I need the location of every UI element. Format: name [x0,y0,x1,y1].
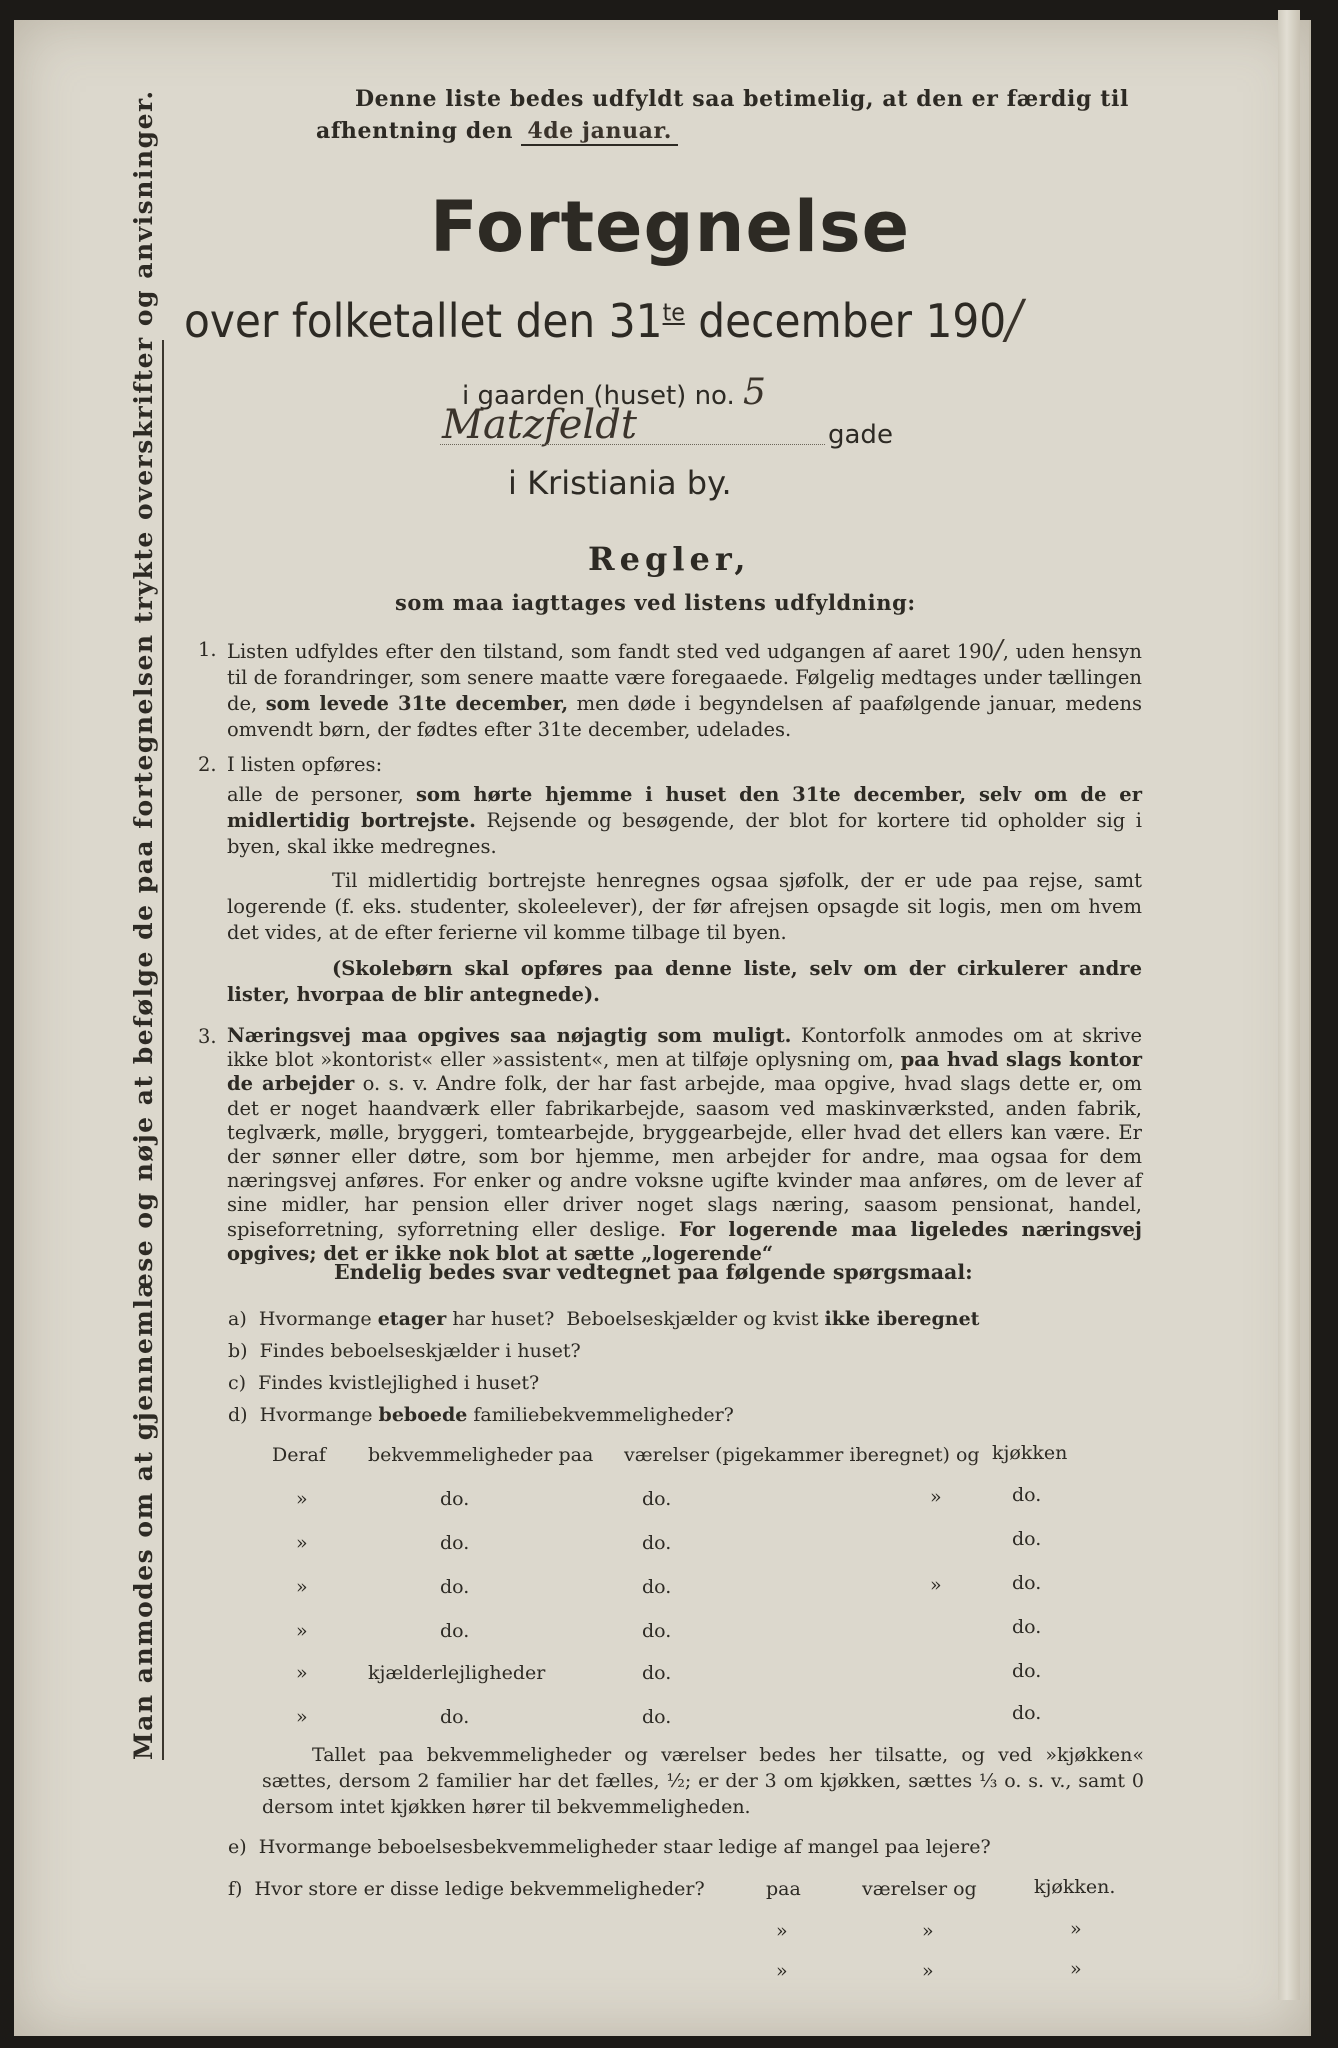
question-a-p1: Hvormange [258,1308,372,1330]
question-b-text: Findes beboelseskjælder i huset? [259,1340,581,1362]
question-c-label: c) [228,1372,247,1394]
rule-3-d: o. s. v. Andre folk, der har fast arbejde, maa opgive, hvad slags dette er, om det er noget haandværk eller fabrikarbejde, saasom ved maskinværksted, anden fabrik, teglværk, mølle, bryggeri, tomtearbejde, bryggearbejde, eller hvad det ellers kan være. Er der sønner eller døtre, som bor hjemme, men arbejder for andre, maa ogsaa for dem næringsvej anføres. For enker og andre voksne ugifte kvinder maa anføres, om de lever af sine midler, har pension eller driver noget slags næring, saasom pensionat, handel, spiseforretning, syforretning eller deslige. [227,1072,1142,1241]
rule-1-b: , uden hensyn til de forandringer, som senere maatte være foregaaede. Følgelig medtages under tællingen de, [227,640,1142,715]
f-row-1-mark-c: » [1070,1918,1082,1940]
questions-intro: Endelig bedes svar vedtegnet paa følgende spørgsmaal: [334,1260,973,1284]
row-3-mark-2: » [930,1574,942,1596]
rule-1-a: Listen udfyldes efter den tilstand, som fandt sted ved udgangen af aaret 190 [227,640,994,663]
row-3-mark: » [296,1576,308,1598]
house-label: i gaarden (huset) no. [462,381,735,411]
rule-3-b: Kontorfolk anmodes om at skrive ikke blot »kontorist« eller »assistent«, men at tilføje oplysning om, [227,1024,1143,1072]
rule-3-text [227,1024,1142,1266]
rule-2-e: Til midlertidig bortrejste henregnes ogsaa sjøfolk, der er ude paa rejse, samt logerende (f. eks. studenter, skoleelever), der før afrejsen opsagde sit logis, men om hvem det vides, at de efter ferierne vil komme tilbage til byen. [227,869,1142,944]
row-5-col2: do. [642,1662,672,1684]
subtitle-year-hand: / [1006,290,1023,350]
rules-subheading: som maa iagttages ved listens udfyldning: [395,590,916,615]
row-3-col3: do. [1012,1572,1042,1594]
row-2-col2: do. [642,1532,672,1554]
row-4-col3: do. [1012,1616,1042,1638]
question-a-p2: etager [377,1308,447,1330]
rule-3-number: 3. [198,1025,217,1048]
subtitle-prefix: over folketallet den 31 [184,294,663,348]
f-row-1-mark-a: » [776,1920,788,1942]
table-note: Tallet paa bekvemmeligheder og værelser bedes her tilsatte, og ved »kjøkken« sættes, dersom 2 familier har det fælles, ½; er der 3 om kjøkken, sættes ⅓ o. s. v., samt 0 dersom intet kjøkken hører til bekvemmeligheden. [262,1744,1144,1818]
question-b-label: b) [228,1340,248,1362]
table-header-col2: værelser (pigekammer iberegnet) og [624,1444,980,1466]
rule-2-c: som hørte hjemme i huset den 31te december, selv om de er midlertidig bortrejste. [227,783,1142,832]
side-instruction: Man anmodes om at gjennemlæse og nøje at befølge de paa fortegnelsen trykte overskrifter og anvisninger. [129,89,158,1760]
rule-3-c: paa hvad slags kontor de arbejder [227,1048,1143,1096]
question-c [228,1370,539,1396]
question-e-text: Hvormange beboelsesbekvemmeligheder staar ledige af mangel paa lejere? [258,1836,991,1858]
question-a-p4: Beboelseskjælder og kvist [566,1308,819,1330]
rule-1-d: men døde i begyndelsen af paafølgende januar, medens omvendt børn, der fødtes efter 31te december, udelades. [227,692,1143,741]
question-f-paa: paa [766,1878,801,1900]
question-c-text: Findes kvistlejlighed i huset? [258,1372,540,1394]
row-6-mark: » [296,1706,308,1728]
side-rule-line [162,340,164,1760]
page-edge [1278,10,1300,2000]
row-6-col1: do. [440,1706,470,1728]
question-f [228,1876,705,1902]
street-suffix: gade [828,420,893,450]
question-e [228,1834,991,1860]
subtitle-sup: te [662,298,685,327]
question-b [228,1338,581,1364]
rule-2-b: alle de personer, [227,783,404,806]
f-row-2-mark-c: » [1070,1958,1082,1980]
f-row-2-mark-b: » [922,1960,934,1982]
notice-line-1: Denne liste bedes udfyldt saa betimelig, at den er færdig til [355,86,1129,112]
row-1-mark: » [296,1488,308,1510]
table-header-col1: bekvemmeligheder paa [368,1444,594,1466]
notice-line-2 [316,118,678,144]
notice-date: 4de januar. [521,118,678,146]
question-d [228,1402,734,1428]
street-line [440,402,820,448]
question-a-p5: ikke iberegnet [824,1308,980,1330]
row-4-col2: do. [642,1620,672,1642]
question-f-kjokken: kjøkken. [1034,1876,1116,1898]
question-d-p1: Hvormange [259,1404,373,1426]
question-a-label: a) [228,1308,247,1330]
row-5-col3: do. [1012,1660,1042,1682]
row-6-col2: do. [642,1706,672,1728]
question-d-label: d) [228,1404,248,1426]
rule-2-number: 2. [198,753,217,776]
row-1-mark-2: » [930,1486,942,1508]
row-2-mark: » [296,1532,308,1554]
row-1-col2: do. [642,1488,672,1510]
house-number: 5 [743,372,766,413]
row-1-col3: do. [1012,1484,1042,1506]
rule-2-f: (Skolebørn skal opføres paa denne liste, selv om der cirkulerer andre lister, hvorpaa de blir antegnede). [227,957,1142,1006]
row-2-col1: do. [440,1532,470,1554]
question-a [228,1306,979,1332]
f-row-2-mark-a: » [776,1960,788,1982]
row-6-col3: do. [1012,1702,1042,1724]
row-4-col1: do. [440,1620,470,1642]
page-title: Fortegnelse [430,186,911,268]
rule-2-d: Rejsende og besøgende, der blot for kortere tid opholder sig i byen, skal ikke medregnes. [227,809,1142,858]
street-dotted-line [440,444,825,445]
row-3-col2: do. [642,1576,672,1598]
question-f-label: f) [228,1878,243,1900]
street-handwritten: Matzfeldt [442,402,637,448]
row-3-col1: do. [440,1576,470,1598]
city-line: i Kristiania by. [508,464,732,502]
rule-2-a: I listen opføres: [227,753,383,776]
row-5-mark: » [296,1662,308,1684]
question-f-vaerelser: værelser og [862,1878,977,1900]
rule-3-a: Næringsvej maa opgives saa nøjagtig som muligt. [227,1024,792,1047]
rule-1-year-hand: / [993,635,1003,665]
rule-2-text [227,782,1142,860]
page-subtitle [184,290,1022,350]
rules-heading: Regler, [588,540,751,578]
rule-1-c: som levede 31te december, [265,692,569,715]
question-a-p3: har huset? [452,1308,555,1330]
row-1-col1: do. [440,1488,470,1510]
notice-prefix: afhentning den [316,118,514,144]
rule-1-text [227,637,1142,743]
question-d-p2: beboede [378,1404,468,1426]
table-header-col3: kjøkken [992,1442,1068,1464]
table-header-deraf: Deraf [272,1444,326,1466]
subtitle-mid: december 190 [698,294,1007,348]
row-5-col1: kjælderlejligheder [368,1662,546,1684]
question-d-p3: familiebekvemmeligheder? [473,1404,734,1426]
rule-1-number: 1. [198,638,217,661]
question-f-text: Hvor store er disse ledige bekvemmeligheder? [254,1878,705,1900]
row-2-col3: do. [1012,1528,1042,1550]
row-4-mark: » [296,1620,308,1642]
question-e-label: e) [228,1836,247,1858]
f-row-1-mark-b: » [922,1920,934,1942]
rule-3-e: For logerende maa ligeledes næringsvej opgives; det er ikke nok blot at sætte „logerende“ [227,1217,1142,1265]
